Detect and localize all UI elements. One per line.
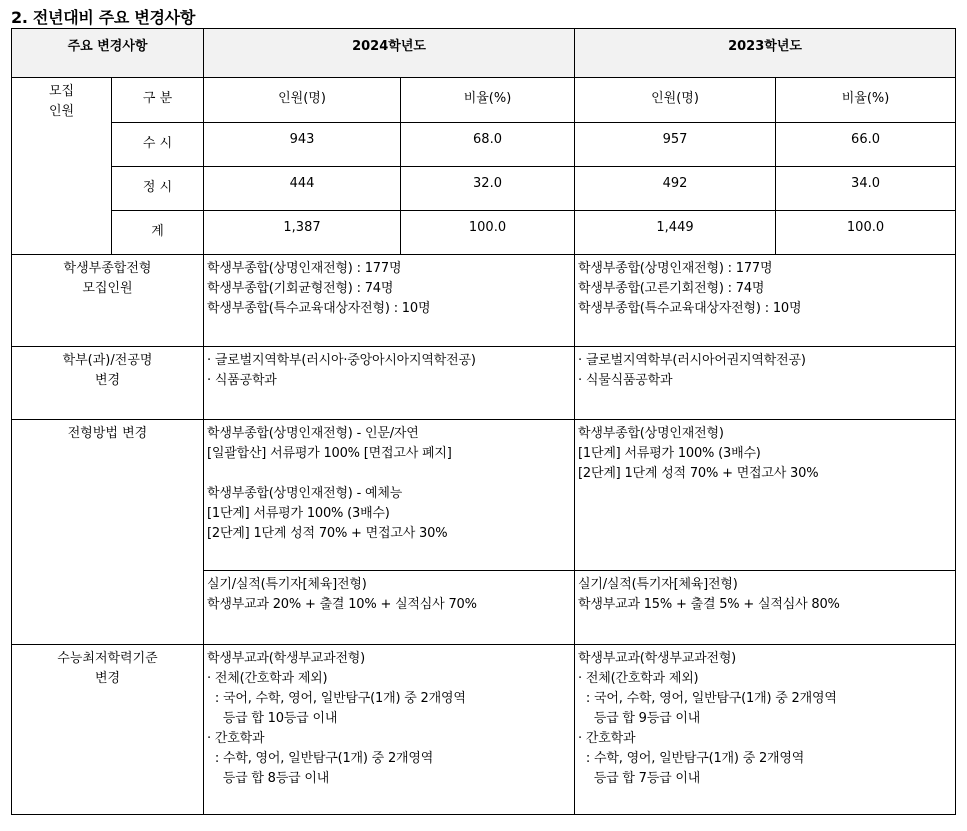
cell-value: 943 [204,123,401,167]
comprehensive-label: 학생부종합전형 모집인원 [12,255,204,347]
department-label: 학부(과)/전공명 변경 [12,347,204,420]
section-title: 2. 전년대비 주요 변경사항 [11,8,195,27]
count-2023-header: 인원(명) [575,78,776,123]
cell-value: 1,387 [204,211,401,255]
recruit-label: 모집 인원 [12,78,112,255]
recruit-subheader-row [12,78,956,123]
row-name: 계 [112,211,204,255]
cell-value: 1,449 [575,211,776,255]
comprehensive-row [12,255,956,347]
changes-table [11,28,956,815]
method-2023: 학생부종합(상명인재전형) [1단계] 서류평가 100% (3배수) [2단계] 1단계 성적 70% + 면접고사 30% [575,420,956,571]
ratio-2023-header: 비율(%) [776,78,956,123]
cell-value: 100.0 [776,211,956,255]
practical-2023: 실기/실적(특기자[체육]전형) 학생부교과 15% + 출결 5% + 실적심사 80% [575,571,956,645]
table-row [12,167,956,211]
cell-value: 957 [575,123,776,167]
count-2024-header: 인원(명) [204,78,401,123]
department-2024: · 글로벌지역학부(러시아·중앙아시아지역학전공) · 식품공학과 [204,347,575,420]
department-2023: · 글로벌지역학부(러시아어권지역학전공) · 식물식품공학과 [575,347,956,420]
row-name: 수 시 [112,123,204,167]
header-row [12,29,956,78]
comprehensive-2023: 학생부종합(상명인재전형) : 177명 학생부종합(고른기회전형) : 74명 학생부종합(특수교육대상자전형) : 10명 [575,255,956,347]
method-2024: 학생부종합(상명인재전형) - 인문/자연 [일괄합산] 서류평가 100% [면접고사 폐지] 학생부종합(상명인재전형) - 예체능 [1단계] 서류평가 100% (3배수) [2단계] 1단계 성적 70% + 면접고사 30% [204,420,575,571]
practical-2024: 실기/실적(특기자[체육]전형) 학생부교과 20% + 출결 10% + 실적심사 70% [204,571,575,645]
csat-row [12,645,956,815]
comprehensive-2024: 학생부종합(상명인재전형) : 177명 학생부종합(기회균형전형) : 74명 학생부종합(특수교육대상자전형) : 10명 [204,255,575,347]
csat-2024: 학생부교과(학생부교과전형) · 전체(간호학과 제외) : 국어, 수학, 영어, 일반탐구(1개) 중 2개영역 등급 합 10등급 이내 · 간호학과 : 수학, 영어, 일반탐구(1개) 중 2개영역 등급 합 8등급 이내 [204,645,575,815]
ratio-2024-header: 비율(%) [401,78,575,123]
method-row [12,420,956,571]
cell-value: 68.0 [401,123,575,167]
cell-value: 100.0 [401,211,575,255]
cell-value: 444 [204,167,401,211]
table-row [12,211,956,255]
csat-label: 수능최저학력기준 변경 [12,645,204,815]
cell-value: 34.0 [776,167,956,211]
header-main-col: 주요 변경사항 [12,29,204,78]
method-label: 전형방법 변경 [12,420,204,645]
cell-value: 492 [575,167,776,211]
row-name: 정 시 [112,167,204,211]
header-2023-col: 2023학년도 [575,29,956,78]
header-2024-col: 2024학년도 [204,29,575,78]
department-row [12,347,956,420]
division-header: 구 분 [112,78,204,123]
csat-2023: 학생부교과(학생부교과전형) · 전체(간호학과 제외) : 국어, 수학, 영어, 일반탐구(1개) 중 2개영역 등급 합 9등급 이내 · 간호학과 : 수학, 영어, 일반탐구(1개) 중 2개영역 등급 합 7등급 이내 [575,645,956,815]
cell-value: 66.0 [776,123,956,167]
table-row [12,123,956,167]
cell-value: 32.0 [401,167,575,211]
